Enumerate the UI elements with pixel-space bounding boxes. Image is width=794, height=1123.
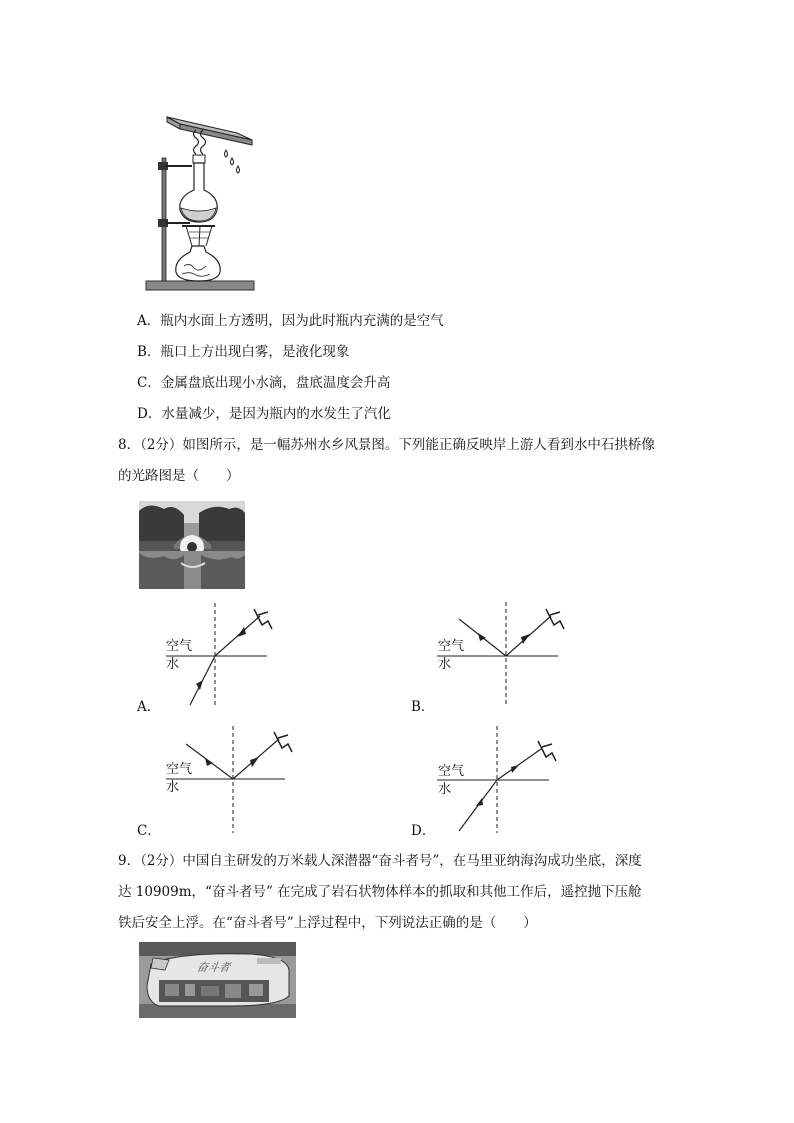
q8-d-water-label: 水 [438,782,452,797]
q8-option-a-label: A． [137,699,161,715]
q9-stem-line3: 铁后安全上浮。在“奋斗者号”上浮过程中，下列说法正确的是（ ） [118,915,537,931]
q8-option-b-label: B． [411,699,435,715]
q8-b-air-label: 空气 [438,639,465,654]
q7-option-c: C．金属盘底出现小水滴，盘底温度会升高 [137,375,391,391]
q8-c-water-label: 水 [166,780,180,795]
q8-stem-line2: 的光路图是（ ） [118,468,240,484]
q9-submersible-name: 奋斗者 [195,961,232,974]
q9-stem-line1: 9．（2分）中国自主研发的万米载人深潜器“奋斗者号”，在马里亚纳海沟成功坐底，深度 [118,853,642,869]
q8-c-air-label: 空气 [166,762,193,777]
q8-option-d-label: D． [411,823,436,839]
q8-d-air-label: 空气 [438,764,465,779]
q7-option-b: B．瓶口上方出现白雾，是液化现象 [137,344,350,360]
q8-b-water-label: 水 [438,657,452,672]
q8-a-air-label: 空气 [166,639,193,654]
q9-stem-line2: 达 10909m，“奋斗者号” 在完成了岩石状物体样本的抓取和其他工作后，遥控抛下压舱 [118,884,642,900]
q8-option-c-label: C． [137,823,161,839]
q9-submersible-photo [139,942,296,1018]
q8-a-water-label: 水 [166,657,180,672]
q7-option-a: A．瓶内水面上方透明，因为此时瓶内充满的是空气 [137,313,444,329]
q8-stem-line1: 8．（2分）如图所示，是一幅苏州水乡风景图。下列能正确反映岸上游人看到水中石拱桥像 [118,437,655,453]
q7-option-d: D．水量减少，是因为瓶内的水发生了汽化 [137,406,391,422]
